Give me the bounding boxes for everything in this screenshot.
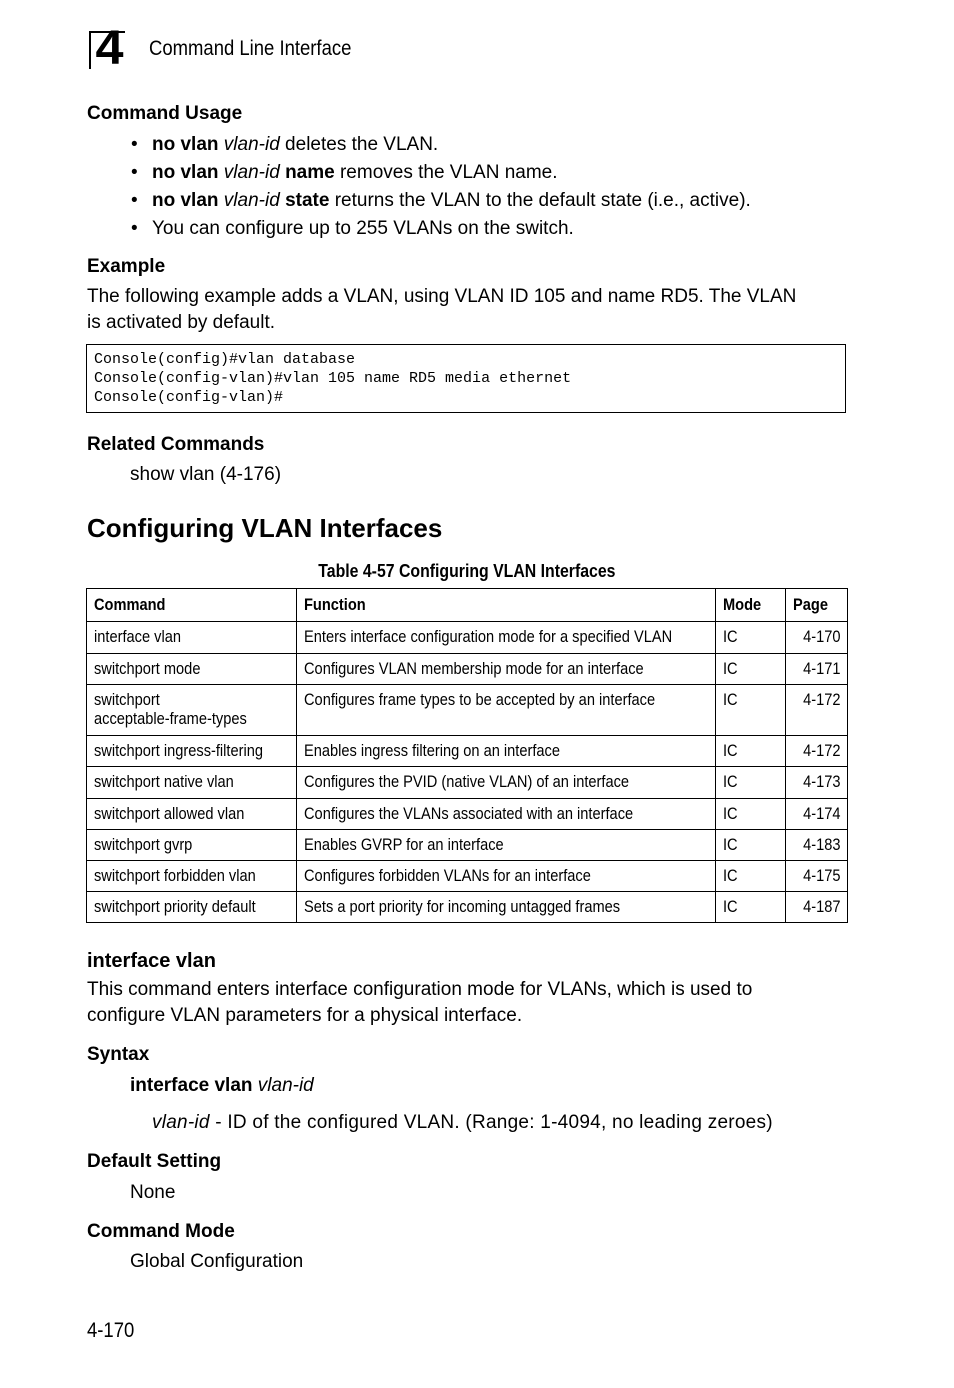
command-mode-heading: Command Mode [87,1221,235,1242]
command-mode-value: Global Configuration [130,1251,304,1272]
chapter-number: 4 [95,22,123,75]
cell-function: Configures frame types to be accepted by an interface [297,685,716,736]
table-header-row [87,589,848,622]
code-line: Console(config)#vlan database [94,351,356,368]
related-command-link[interactable]: show vlan (4-176) [130,464,282,485]
cell-page: 4-173 [786,767,848,799]
usage-bullet-2: • no vlan vlan-id name removes the VLAN name. [131,162,558,183]
table-row [87,654,848,685]
table-row [87,861,848,892]
interface-vlan-heading: interface vlan [87,950,216,972]
cell-command: switchport gvrp [87,830,297,861]
cell-function: Configures the PVID (native VLAN) of an interface [297,767,716,799]
code-line: Console(config-vlan)#vlan 105 name RD5 media ethernet [94,370,572,387]
cell-function: Configures forbidden VLANs for an interface [297,861,716,892]
cell-function: Configures VLAN membership mode for an interface [297,654,716,685]
code-line: Console(config-vlan)# [94,389,284,406]
example-text-line-2: is activated by default. [87,312,275,333]
column-header-page: Page [786,589,848,622]
example-code-block [86,344,846,413]
cell-mode: IC [716,622,786,654]
column-header-mode: Mode [716,589,786,622]
example-text-line-1: The following example adds a VLAN, using VLAN ID 105 and name RD5. The VLAN [87,286,797,307]
column-header-command: Command [87,589,297,622]
cell-mode: IC [716,861,786,892]
example-heading: Example [87,256,166,277]
page-number: 4-170 [87,1319,135,1342]
cell-function: Sets a port priority for incoming untagged frames [297,892,716,923]
cell-mode: IC [716,799,786,830]
cell-function: Enters interface configuration mode for a specified VLAN [297,622,716,654]
cell-mode: IC [716,892,786,923]
cell-command: interface vlan [87,622,297,654]
syntax-line: interface vlan vlan-id [130,1075,314,1096]
parameter-description: vlan-id - ID of the configured VLAN. (Range: 1-4094, no leading zeroes) [152,1112,773,1133]
cell-mode: IC [716,736,786,767]
cell-page: 4-172 [786,736,848,767]
cell-function: Configures the VLANs associated with an interface [297,799,716,830]
cell-mode: IC [716,830,786,861]
vlan-interface-command-table [86,588,848,923]
cell-command: switchport forbidden vlan [87,861,297,892]
default-setting-value: None [130,1182,176,1203]
cell-command: switchport allowed vlan [87,799,297,830]
cell-mode: IC [716,685,786,736]
cell-mode: IC [716,767,786,799]
usage-bullet-4: • You can configure up to 255 VLANs on the switch. [131,218,574,239]
table-row [87,622,848,654]
syntax-heading: Syntax [87,1044,150,1065]
table-row [87,736,848,767]
cell-function: Enables GVRP for an interface [297,830,716,861]
cell-command: switchport priority default [87,892,297,923]
table-row [87,767,848,799]
cell-function: Enables ingress filtering on an interface [297,736,716,767]
default-setting-heading: Default Setting [87,1151,222,1172]
usage-bullet-3: • no vlan vlan-id state returns the VLAN to the default state (i.e., active). [131,190,751,211]
interface-vlan-desc-line-2: configure VLAN parameters for a physical interface. [87,1005,523,1026]
section-title: Configuring VLAN Interfaces [87,513,443,543]
running-header-title: Command Line Interface [149,37,352,60]
cell-page: 4-187 [786,892,848,923]
interface-vlan-desc-line-1: This command enters interface configuration mode for VLANs, which is used to [87,979,753,1000]
cell-page: 4-171 [786,654,848,685]
cell-page: 4-172 [786,685,848,736]
cell-command: switchport native vlan [87,767,297,799]
cell-command: switchport acceptable-frame-types [87,685,297,736]
cell-page: 4-170 [786,622,848,654]
cell-command: switchport mode [87,654,297,685]
command-usage-heading: Command Usage [87,103,243,124]
table-row [87,799,848,830]
cell-command: switchport ingress-filtering [87,736,297,767]
table-row [87,892,848,923]
table-row [87,830,848,861]
cell-page: 4-183 [786,830,848,861]
column-header-function: Function [297,589,716,622]
usage-bullet-1: • no vlan vlan-id deletes the VLAN. [131,134,439,155]
cell-page: 4-174 [786,799,848,830]
table-row [87,685,848,736]
cell-page: 4-175 [786,861,848,892]
related-commands-heading: Related Commands [87,434,265,455]
cell-mode: IC [716,654,786,685]
table-caption: Table 4-57 Configuring VLAN Interfaces [318,561,616,581]
